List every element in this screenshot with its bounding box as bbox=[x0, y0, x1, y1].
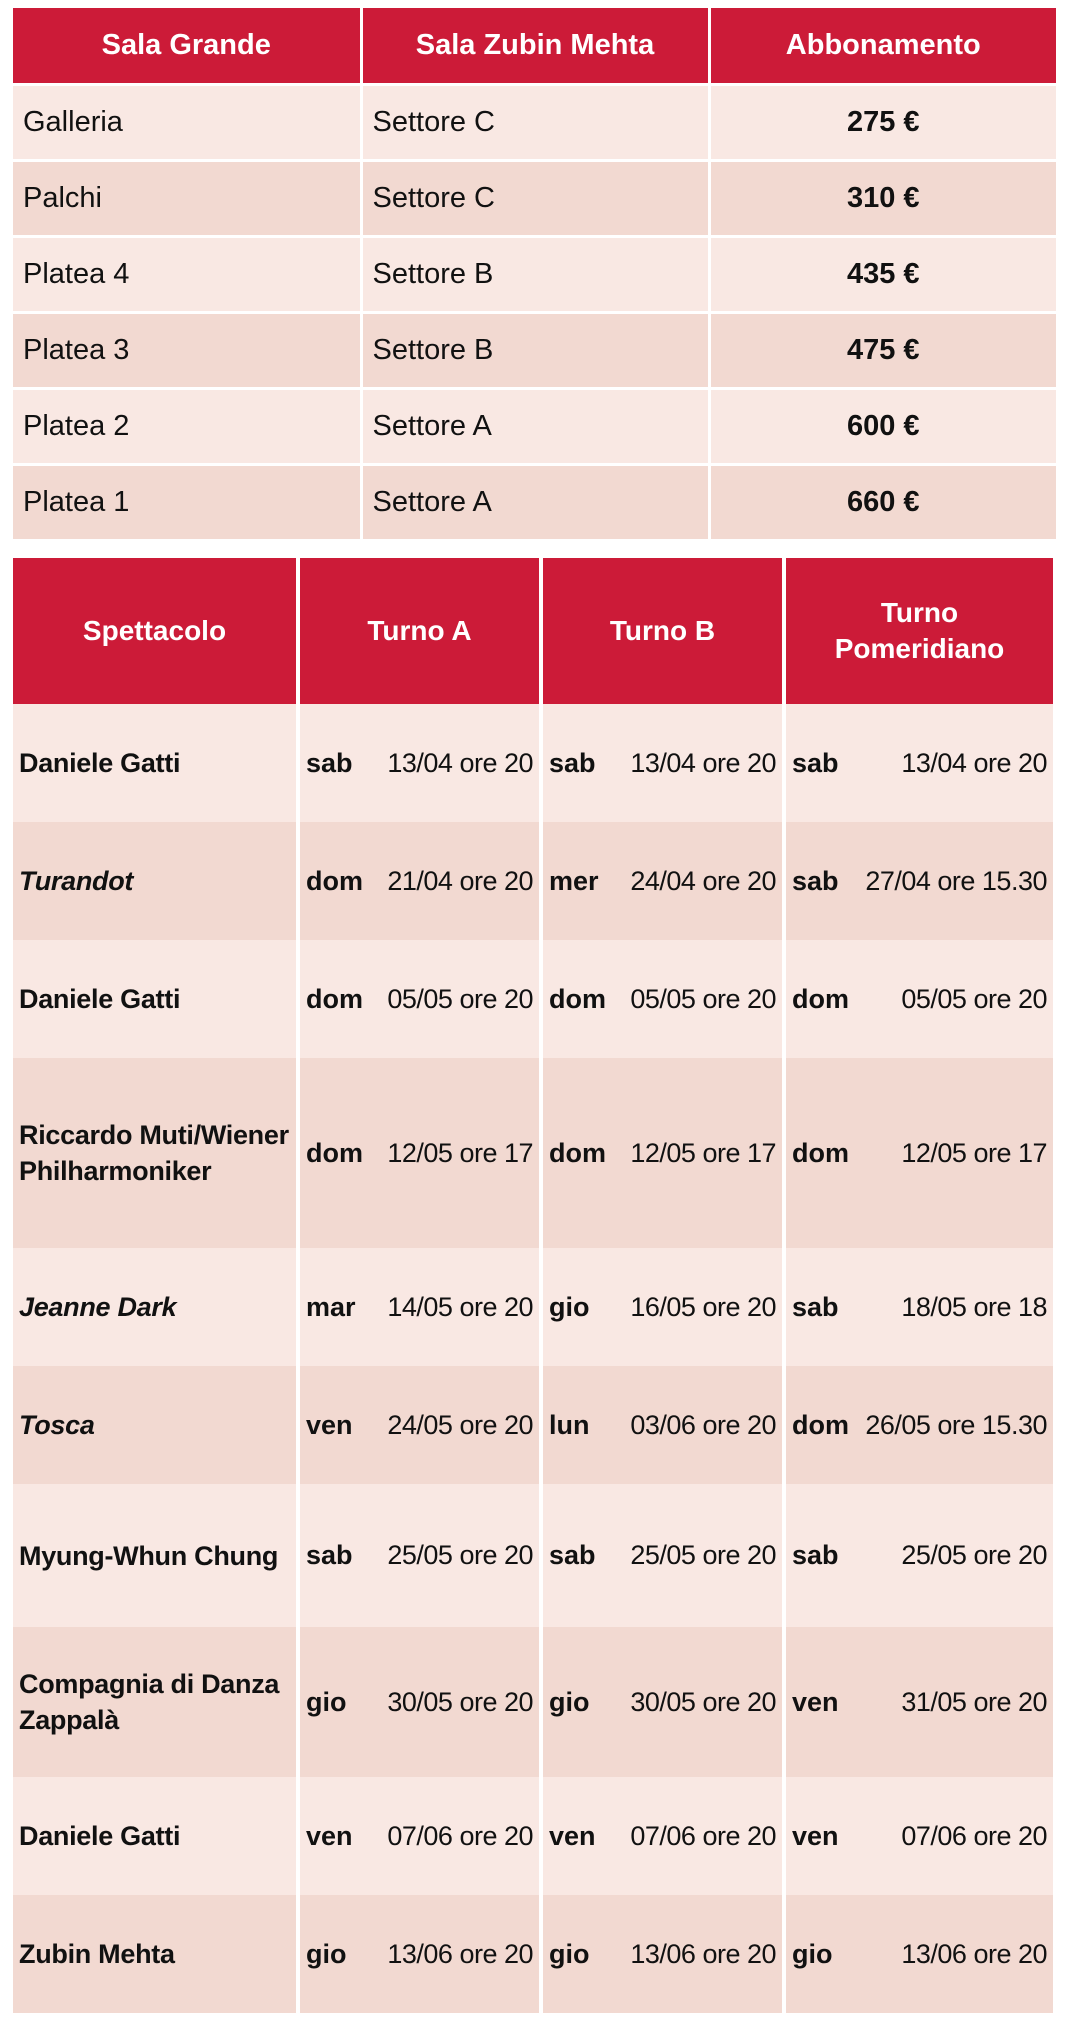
date-entry bbox=[792, 1410, 1047, 1441]
show-title-cell: Myung-Whun Chung bbox=[13, 1484, 298, 1627]
date-entry bbox=[306, 1138, 533, 1169]
column-header-spettacolo: Spettacolo bbox=[13, 558, 298, 704]
date-entry bbox=[306, 748, 533, 779]
weekday-label: sab bbox=[549, 1540, 596, 1570]
table-row bbox=[13, 940, 1053, 1058]
turno-p-cell bbox=[784, 1895, 1053, 2013]
turno-p-cell bbox=[784, 704, 1053, 822]
date-time-label: 05/05 ore 20 bbox=[387, 983, 533, 1014]
table-row bbox=[13, 1366, 1053, 1484]
weekday-label: mer bbox=[549, 865, 599, 896]
turno-a-cell bbox=[298, 822, 541, 940]
date-time-label: 16/05 ore 20 bbox=[630, 1291, 776, 1322]
turno-a-cell bbox=[298, 1777, 541, 1895]
turno-b-cell bbox=[541, 1248, 784, 1366]
date-entry bbox=[306, 1687, 533, 1718]
date-time-label: 12/05 ore 17 bbox=[901, 1137, 1047, 1168]
sala-grande-cell: Platea 3 bbox=[13, 313, 361, 389]
weekday-label: sab bbox=[792, 747, 839, 778]
show-title-cell: Daniele Gatti bbox=[13, 940, 298, 1058]
price-cell: 435 € bbox=[709, 237, 1056, 313]
price-cell: 310 € bbox=[709, 161, 1056, 237]
turno-p-cell bbox=[784, 1777, 1053, 1895]
turno-a-cell bbox=[298, 1366, 541, 1484]
weekday-label: dom bbox=[306, 1137, 363, 1168]
show-title-cell: Turandot bbox=[13, 822, 298, 940]
weekday-label: sab bbox=[306, 747, 353, 778]
sala-zubin-mehta-cell: Settore C bbox=[361, 85, 709, 161]
table-row bbox=[13, 237, 1056, 313]
turno-b-cell bbox=[541, 1777, 784, 1895]
sala-grande-cell: Galleria bbox=[13, 85, 361, 161]
weekday-label: sab bbox=[792, 1540, 839, 1570]
price-table bbox=[13, 8, 1056, 539]
date-time-label: 25/05 ore 20 bbox=[630, 1540, 776, 1570]
turno-a-cell bbox=[298, 704, 541, 822]
weekday-label: ven bbox=[306, 1820, 353, 1851]
weekday-label: gio bbox=[306, 1938, 347, 1969]
date-time-label: 18/05 ore 18 bbox=[901, 1291, 1047, 1322]
weekday-label: dom bbox=[306, 983, 363, 1014]
date-time-label: 05/05 ore 20 bbox=[901, 983, 1047, 1014]
sala-grande-cell: Platea 4 bbox=[13, 237, 361, 313]
turno-a-cell bbox=[298, 1058, 541, 1248]
date-entry bbox=[306, 984, 533, 1015]
table-row bbox=[13, 1058, 1053, 1248]
turno-p-cell bbox=[784, 940, 1053, 1058]
show-title-cell: Tosca bbox=[13, 1366, 298, 1484]
sala-zubin-mehta-cell: Settore A bbox=[361, 465, 709, 540]
weekday-label: dom bbox=[549, 1137, 606, 1168]
date-time-label: 13/04 ore 20 bbox=[387, 747, 533, 778]
date-time-label: 24/05 ore 20 bbox=[387, 1409, 533, 1440]
column-header-sala-grande: Sala Grande bbox=[13, 8, 361, 85]
price-cell: 600 € bbox=[709, 389, 1056, 465]
date-entry bbox=[549, 1292, 776, 1323]
sala-zubin-mehta-cell: Settore B bbox=[361, 237, 709, 313]
date-time-label: 13/06 ore 20 bbox=[387, 1938, 533, 1969]
table-row bbox=[13, 1484, 1053, 1627]
date-time-label: 27/04 ore 15.30 bbox=[865, 865, 1047, 896]
date-time-label: 30/05 ore 20 bbox=[387, 1686, 533, 1717]
table-row bbox=[13, 313, 1056, 389]
date-time-label: 07/06 ore 20 bbox=[901, 1820, 1047, 1851]
turno-a-cell bbox=[298, 1895, 541, 2013]
table-row bbox=[13, 465, 1056, 540]
date-time-label: 13/04 ore 20 bbox=[630, 747, 776, 778]
weekday-label: sab bbox=[549, 747, 596, 778]
table-row bbox=[13, 85, 1056, 161]
date-entry bbox=[792, 1138, 1047, 1169]
price-cell: 660 € bbox=[709, 465, 1056, 540]
schedule-table-header-row bbox=[13, 558, 1053, 704]
table-row bbox=[13, 1895, 1053, 2013]
weekday-label: gio bbox=[306, 1686, 347, 1717]
turno-p-cell bbox=[784, 1484, 1053, 1627]
table-row bbox=[13, 1777, 1053, 1895]
weekday-label: mar bbox=[306, 1291, 356, 1322]
weekday-label: ven bbox=[792, 1686, 839, 1717]
turno-a-cell bbox=[298, 1484, 541, 1627]
sala-zubin-mehta-cell: Settore C bbox=[361, 161, 709, 237]
show-title-cell: Zubin Mehta bbox=[13, 1895, 298, 2013]
turno-b-cell bbox=[541, 1895, 784, 2013]
column-header-turno-pomeridiano bbox=[784, 558, 1053, 704]
date-entry bbox=[792, 984, 1047, 1015]
schedule-table-body bbox=[13, 704, 1053, 2013]
table-row bbox=[13, 161, 1056, 237]
price-table-header-row bbox=[13, 8, 1056, 85]
table-row bbox=[13, 1627, 1053, 1777]
weekday-label: ven bbox=[792, 1820, 839, 1851]
date-entry bbox=[306, 1292, 533, 1323]
table-row bbox=[13, 704, 1053, 822]
price-cell: 275 € bbox=[709, 85, 1056, 161]
weekday-label: sab bbox=[792, 865, 839, 896]
show-title-cell: Daniele Gatti bbox=[13, 704, 298, 822]
show-title-cell: Daniele Gatti bbox=[13, 1777, 298, 1895]
weekday-label: sab bbox=[792, 1291, 839, 1322]
date-entry bbox=[549, 984, 776, 1015]
turno-p-cell bbox=[784, 822, 1053, 940]
turno-b-cell bbox=[541, 704, 784, 822]
date-time-label: 13/06 ore 20 bbox=[630, 1938, 776, 1969]
date-entry bbox=[792, 866, 1047, 897]
date-time-label: 13/06 ore 20 bbox=[901, 1938, 1047, 1969]
date-entry bbox=[549, 1939, 776, 1970]
column-header-turno-b: Turno B bbox=[541, 558, 784, 704]
date-entry bbox=[792, 1540, 1047, 1571]
price-cell: 475 € bbox=[709, 313, 1056, 389]
sala-grande-cell: Platea 2 bbox=[13, 389, 361, 465]
date-entry bbox=[792, 748, 1047, 779]
date-time-label: 26/05 ore 15.30 bbox=[865, 1409, 1047, 1440]
turno-b-cell bbox=[541, 940, 784, 1058]
column-header-abbonamento: Abbonamento bbox=[709, 8, 1056, 85]
turno-b-cell bbox=[541, 1366, 784, 1484]
table-row bbox=[13, 822, 1053, 940]
date-entry bbox=[792, 1939, 1047, 1970]
date-time-label: 03/06 ore 20 bbox=[630, 1409, 776, 1440]
date-entry bbox=[549, 1540, 776, 1571]
sala-grande-cell: Platea 1 bbox=[13, 465, 361, 540]
date-entry bbox=[792, 1292, 1047, 1323]
date-entry bbox=[549, 1821, 776, 1852]
date-entry bbox=[306, 866, 533, 897]
turno-b-cell bbox=[541, 822, 784, 940]
date-entry bbox=[792, 1687, 1047, 1718]
weekday-label: dom bbox=[792, 983, 849, 1014]
table-row bbox=[13, 1248, 1053, 1366]
turno-p-cell bbox=[784, 1248, 1053, 1366]
weekday-label: dom bbox=[792, 1409, 849, 1440]
turno-b-cell bbox=[541, 1627, 784, 1777]
turno-b-cell bbox=[541, 1058, 784, 1248]
show-title-cell: Riccardo Muti/Wiener Philharmoniker bbox=[13, 1058, 298, 1248]
turno-p-cell bbox=[784, 1627, 1053, 1777]
sala-zubin-mehta-cell: Settore B bbox=[361, 313, 709, 389]
date-entry bbox=[306, 1939, 533, 1970]
date-time-label: 07/06 ore 20 bbox=[630, 1820, 776, 1851]
turno-b-cell bbox=[541, 1484, 784, 1627]
sala-zubin-mehta-cell: Settore A bbox=[361, 389, 709, 465]
weekday-label: gio bbox=[549, 1938, 590, 1969]
show-title-cell: Compagnia di Danza Zappalà bbox=[13, 1627, 298, 1777]
show-title-cell: Jeanne Dark bbox=[13, 1248, 298, 1366]
date-time-label: 07/06 ore 20 bbox=[387, 1820, 533, 1851]
date-entry bbox=[549, 1138, 776, 1169]
date-time-label: 12/05 ore 17 bbox=[630, 1137, 776, 1168]
turno-a-cell bbox=[298, 940, 541, 1058]
sala-grande-cell: Palchi bbox=[13, 161, 361, 237]
date-entry bbox=[306, 1540, 533, 1571]
date-time-label: 31/05 ore 20 bbox=[901, 1686, 1047, 1717]
date-time-label: 24/04 ore 20 bbox=[630, 865, 776, 896]
schedule-table bbox=[13, 558, 1053, 2013]
table-row bbox=[13, 389, 1056, 465]
weekday-label: gio bbox=[792, 1938, 833, 1969]
weekday-label: ven bbox=[306, 1409, 353, 1440]
date-entry bbox=[792, 1821, 1047, 1852]
date-entry bbox=[549, 866, 776, 897]
weekday-label: dom bbox=[549, 983, 606, 1014]
weekday-label: sab bbox=[306, 1540, 353, 1570]
date-entry bbox=[306, 1821, 533, 1852]
weekday-label: ven bbox=[549, 1820, 596, 1851]
date-entry bbox=[549, 748, 776, 779]
weekday-label: dom bbox=[792, 1137, 849, 1168]
date-time-label: 21/04 ore 20 bbox=[387, 865, 533, 896]
date-time-label: 14/05 ore 20 bbox=[387, 1291, 533, 1322]
weekday-label: lun bbox=[549, 1409, 590, 1440]
date-entry bbox=[549, 1687, 776, 1718]
date-entry bbox=[306, 1410, 533, 1441]
weekday-label: gio bbox=[549, 1291, 590, 1322]
column-header-turno-a: Turno A bbox=[298, 558, 541, 704]
date-time-label: 30/05 ore 20 bbox=[630, 1686, 776, 1717]
date-time-label: 12/05 ore 17 bbox=[387, 1137, 533, 1168]
turno-pomeridiano-label: Turno Pomeridiano bbox=[834, 597, 1005, 664]
date-time-label: 25/05 ore 20 bbox=[387, 1540, 533, 1570]
turno-a-cell bbox=[298, 1248, 541, 1366]
date-time-label: 13/04 ore 20 bbox=[901, 747, 1047, 778]
turno-p-cell bbox=[784, 1366, 1053, 1484]
column-header-sala-zubin-mehta: Sala Zubin Mehta bbox=[361, 8, 709, 85]
weekday-label: dom bbox=[306, 865, 363, 896]
weekday-label: gio bbox=[549, 1686, 590, 1717]
turno-a-cell bbox=[298, 1627, 541, 1777]
turno-p-cell bbox=[784, 1058, 1053, 1248]
date-time-label: 25/05 ore 20 bbox=[901, 1540, 1047, 1570]
date-entry bbox=[549, 1410, 776, 1441]
date-time-label: 05/05 ore 20 bbox=[630, 983, 776, 1014]
